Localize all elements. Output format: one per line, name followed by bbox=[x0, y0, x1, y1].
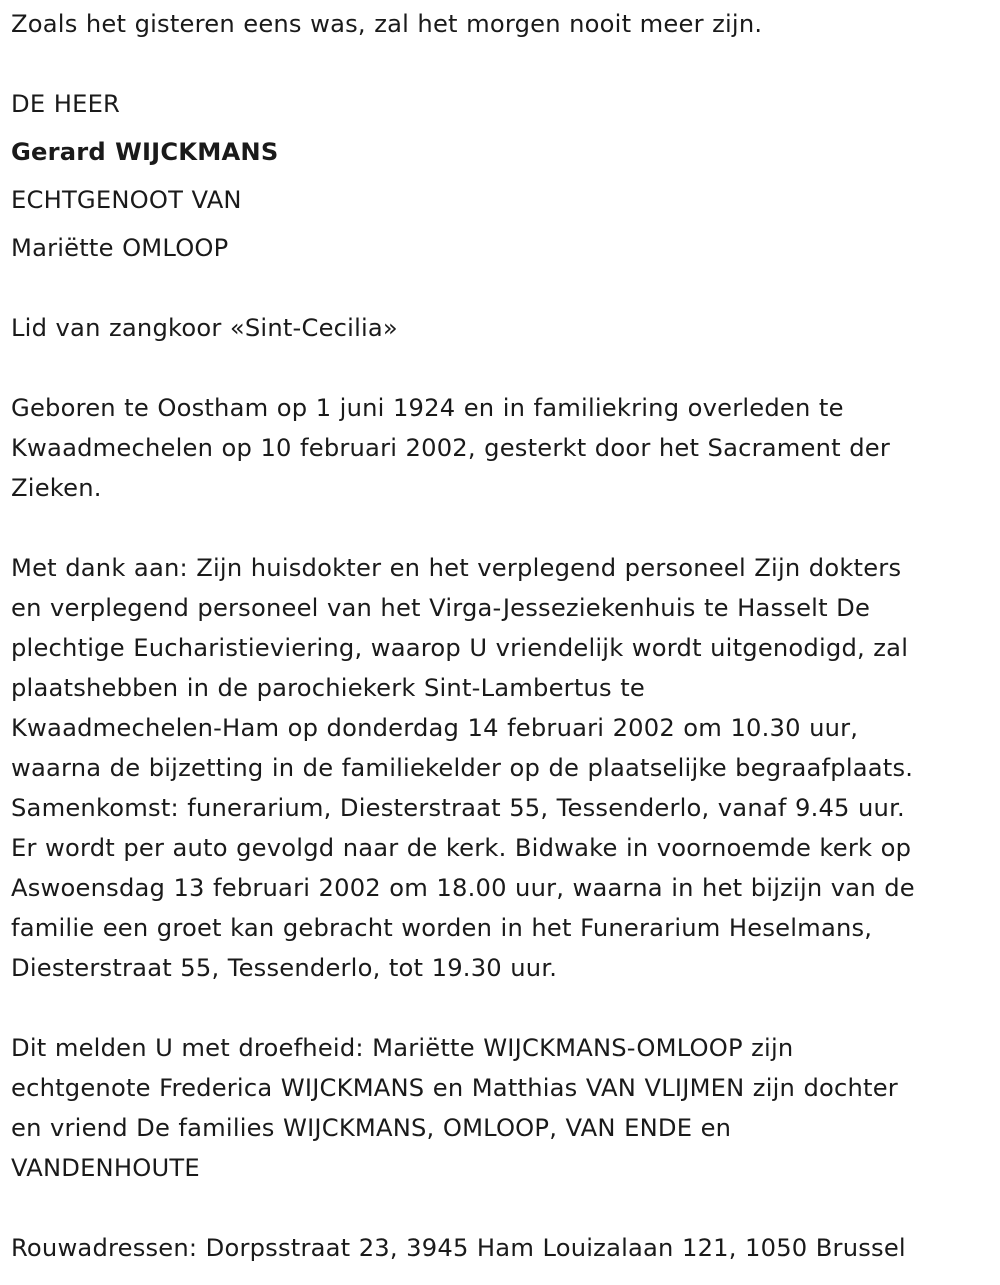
spacer bbox=[11, 508, 996, 548]
paragraph-line: Samenkomst: funerarium, Diesterstraat 55, Tessenderlo, vanaf 9.45 uur. bbox=[11, 794, 905, 822]
motto-line: Zoals het gisteren eens was, zal het morgen nooit meer zijn. bbox=[11, 10, 763, 38]
spouse-name: Mariëtte OMLOOP bbox=[11, 234, 229, 262]
deceased-name: Gerard WIJCKMANS bbox=[11, 138, 279, 166]
paragraph-line: Kwaadmechelen op 10 februari 2002, gesterkt door het Sacrament der bbox=[11, 434, 891, 462]
spacer bbox=[11, 988, 996, 1028]
paragraph-line: Geboren te Oostham op 1 juni 1924 en in familiekring overleden te bbox=[11, 394, 844, 422]
paragraph-line: plechtige Eucharistieviering, waarop U vriendelijk wordt uitgenodigd, zal bbox=[11, 634, 909, 662]
spacer bbox=[11, 348, 996, 388]
paragraph-line: plaatshebben in de parochiekerk Sint-Lambertus te bbox=[11, 674, 645, 702]
paragraph-line: Met dank aan: Zijn huisdokter en het verplegend personeel Zijn dokters bbox=[11, 554, 902, 582]
paragraph-line: en verplegend personeel van het Virga-Jesseziekenhuis te Hasselt De bbox=[11, 594, 871, 622]
paragraph-line: Zieken. bbox=[11, 474, 102, 502]
paragraph-line: Diesterstraat 55, Tessenderlo, tot 19.30 uur. bbox=[11, 954, 558, 982]
birth-death-paragraph bbox=[11, 388, 996, 508]
honorific: DE HEER bbox=[11, 90, 121, 118]
paragraph-line: VANDENHOUTE bbox=[11, 1154, 200, 1182]
spacer bbox=[11, 44, 996, 84]
paragraph-line: en vriend De families WIJCKMANS, OMLOOP, VAN ENDE en bbox=[11, 1114, 732, 1142]
relation-label: ECHTGENOOT VAN bbox=[11, 186, 242, 214]
obituary-document bbox=[11, 4, 996, 1268]
mourning-addresses: Rouwadressen: Dorpsstraat 23, 3945 Ham Louizalaan 121, 1050 Brussel bbox=[11, 1234, 906, 1262]
thanks-service-paragraph bbox=[11, 548, 996, 988]
paragraph-line: echtgenote Frederica WIJCKMANS en Matthias VAN VLIJMEN zijn dochter bbox=[11, 1074, 898, 1102]
spacer bbox=[11, 1188, 996, 1228]
paragraph-line: Er wordt per auto gevolgd naar de kerk. Bidwake in voornoemde kerk op bbox=[11, 834, 912, 862]
spacer bbox=[11, 268, 996, 308]
membership-line: Lid van zangkoor «Sint-Cecilia» bbox=[11, 314, 398, 342]
paragraph-line: Aswoensdag 13 februari 2002 om 18.00 uur, waarna in het bijzijn van de bbox=[11, 874, 915, 902]
paragraph-line: waarna de bijzetting in de familiekelder op de plaatselijke begraafplaats. bbox=[11, 754, 914, 782]
paragraph-line: Dit melden U met droefheid: Mariëtte WIJCKMANS-OMLOOP zijn bbox=[11, 1034, 794, 1062]
announcement-paragraph bbox=[11, 1028, 996, 1188]
deceased-block bbox=[11, 84, 996, 268]
paragraph-line: Kwaadmechelen-Ham op donderdag 14 februari 2002 om 10.30 uur, bbox=[11, 714, 859, 742]
paragraph-line: familie een groet kan gebracht worden in het Funerarium Heselmans, bbox=[11, 914, 873, 942]
